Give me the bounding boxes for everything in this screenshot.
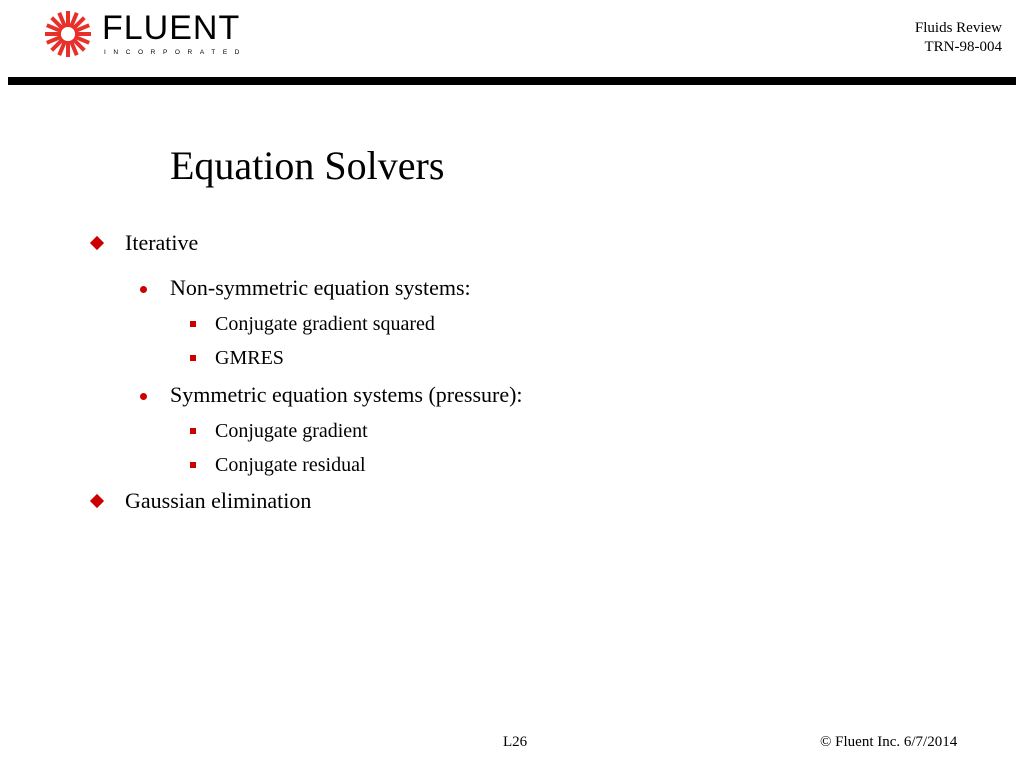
starburst-icon [42,8,94,60]
header-info [915,19,1002,57]
slide-title: Equation Solvers [170,143,445,188]
header-code: TRN-98-004 [924,39,1002,55]
dot-bullet-icon [140,393,147,400]
page-number: L26 [503,734,528,750]
square-bullet-icon [190,355,196,361]
fluent-logo [42,8,248,60]
logo-wordmark: FLUENT [102,9,241,47]
list-item: Conjugate residual [215,454,366,476]
list-item: Gaussian elimination [125,488,312,513]
list-item: Conjugate gradient squared [215,313,435,335]
list-item: GMRES [215,347,284,369]
list-item: Symmetric equation systems (pressure): [170,382,523,407]
header-course: Fluids Review [914,20,1002,36]
square-bullet-icon [190,321,196,327]
square-bullet-icon [190,428,196,434]
logo-subtitle: INCORPORATED [104,49,248,56]
copyright-notice: © Fluent Inc. 6/7/2014 [820,734,958,750]
header-divider [8,77,1016,85]
list-item: Non-symmetric equation systems: [170,275,471,300]
diamond-bullet-icon [90,236,104,250]
list-item: Conjugate gradient [215,420,368,442]
square-bullet-icon [190,462,196,468]
list-item: Iterative [125,230,199,255]
diamond-bullet-icon [90,494,104,508]
dot-bullet-icon [140,286,147,293]
